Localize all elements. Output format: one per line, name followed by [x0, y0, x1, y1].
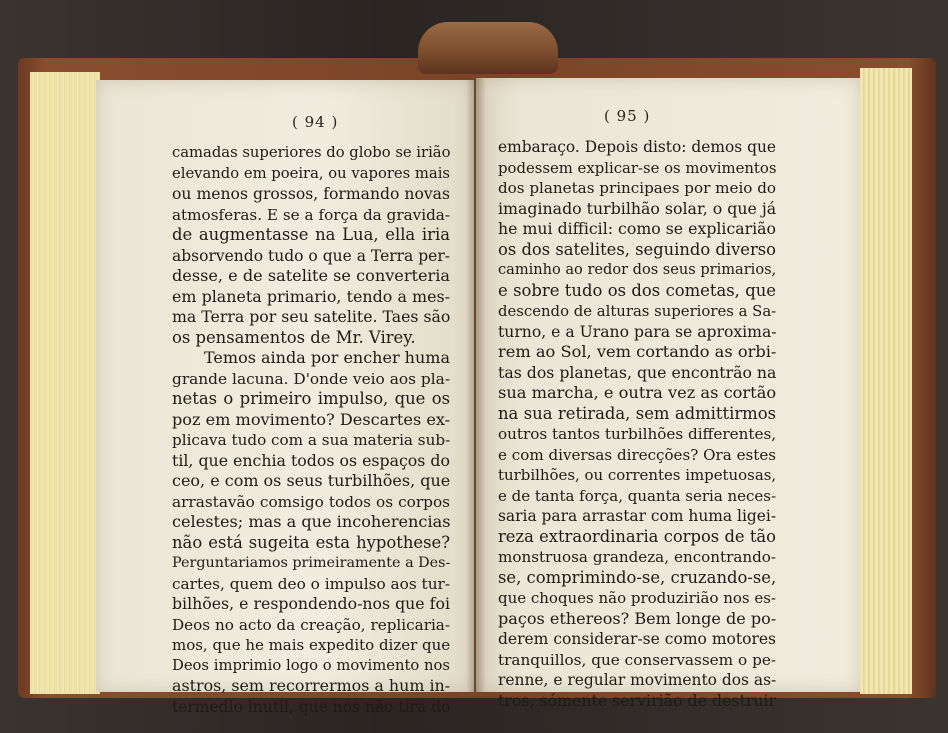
text-line: til, que enchia todos os espaços do [172, 450, 450, 470]
right-page-edges [860, 68, 912, 694]
text-line: descendo de alturas superiores a Sa- [498, 302, 777, 320]
text-line: e sobre tudo os dos cometas, que [498, 280, 776, 300]
text-line: outros tantos turbilhões differentes, [498, 425, 777, 443]
text-line: e com diversas direcções? Ora estes [498, 445, 776, 464]
text-line: ou menos grossos, formando novas [172, 185, 450, 203]
text-line: os pensamentos de Mr. Virey. [172, 327, 416, 347]
text-line: sua marcha, e outra vez as cortão [498, 383, 777, 402]
text-line: que choques não produzirião nos es- [498, 589, 776, 607]
text-line: turbilhões, ou correntes impetuosas, [498, 466, 777, 484]
book-spine [418, 22, 558, 74]
book-gutter [466, 78, 486, 692]
text-line: tranquillos, que conservassem o pe- [498, 650, 776, 669]
text-line: elevando em poeira, ou vapores mais [172, 164, 450, 182]
text-line: plicava tudo com a sua materia sub- [172, 431, 451, 449]
text-line: cartes, quem deo o impulso aos tur- [172, 574, 450, 593]
text-line: renne, e regular movimento dos as- [498, 671, 777, 689]
right-page-text [498, 137, 776, 711]
text-line: embaraço. Depois disto: demos que [498, 138, 776, 156]
text-line: e de tanta força, quanta seria neces- [498, 486, 777, 505]
text-line: ma Terra por seu satelite. Taes são [172, 307, 451, 326]
text-line: rem ao Sol, vem cortando as orbi- [498, 342, 777, 361]
text-line: de augmentasse na Lua, ella iria [172, 225, 450, 244]
left-page-number: ( 94 ) [292, 113, 339, 131]
text-line: derem considerar-se como motores [498, 630, 776, 648]
text-line: imaginado turbilhão solar, o que já [498, 198, 777, 218]
text-line: reza extraordinaria corpos de tão [498, 526, 776, 546]
text-line: dos planetas principaes por meio do [498, 179, 776, 197]
text-line: podessem explicar-se os movimentos [498, 158, 777, 177]
text-line: Deos imprimio logo o movimento nos [172, 656, 450, 674]
text-line: não está sugeita esta hypothese? [172, 532, 450, 552]
left-page-text [172, 143, 450, 717]
text-line: he mui difficil: como se explicarião [498, 219, 776, 238]
text-line: astros, sem recorrermos a hum in- [172, 676, 451, 695]
text-line: em planeta primario, tendo a mes- [172, 286, 450, 306]
text-line: saria para arrastar com huma ligei- [498, 507, 777, 525]
text-line: na sua retirada, sem admittirmos [498, 403, 776, 423]
text-line: ceo, e com os seus turbilhões, que [172, 471, 451, 490]
text-line: monstruosa grandeza, encontrando- [498, 548, 776, 566]
text-line: grande lacuna. D'onde veio aos pla- [172, 369, 450, 388]
left-page-edges [30, 72, 100, 694]
text-line: mos, que he mais expedito dizer que [172, 636, 451, 654]
text-line: Temos ainda por encher huma [204, 348, 450, 367]
text-line: paços ethereos? Bem longe de po- [498, 608, 777, 628]
text-line: poz em movimento? Descartes ex- [172, 409, 451, 429]
text-line: se, comprimindo-se, cruzando-se, [498, 567, 777, 587]
text-line: termedio inutil, que nos não tira do [172, 697, 451, 716]
right-page-number: ( 95 ) [604, 107, 651, 125]
text-line: os dos satelites, seguindo diverso [498, 239, 776, 259]
text-line: tas dos planetas, que encontrão na [498, 362, 777, 382]
text-line: netas o primeiro impulso, que os [172, 389, 450, 408]
text-line: absorvendo tudo o que a Terra per- [172, 246, 450, 265]
text-line: bilhões, e respondendo-nos que foi [172, 594, 450, 613]
text-line: tros, sómente servirião de destruir [498, 690, 777, 710]
text-line: turno, e a Urano para se aproxima- [498, 322, 777, 341]
text-line: atmosferas. E se a força da gravida- [172, 205, 450, 224]
text-line: Deos no acto da creação, replicaria- [172, 615, 450, 634]
text-line: caminho ao redor dos seus primarios, [498, 261, 777, 278]
text-line: desse, e de satelite se converteria [172, 266, 450, 285]
text-line: Perguntariamos primeiramente a Des- [172, 555, 451, 571]
text-line: camadas superiores do globo se irião [172, 144, 451, 161]
text-line: arrastavão comsigo todos os corpos [172, 492, 450, 511]
text-line: celestes; mas a que incoherencias [172, 512, 451, 531]
